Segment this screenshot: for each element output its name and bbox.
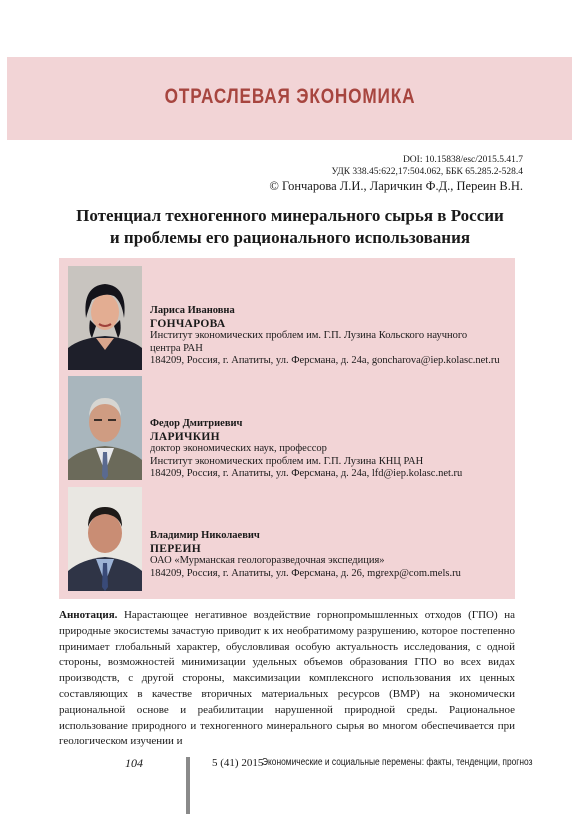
author-photo-goncharova	[68, 266, 142, 370]
author-info-larichkin	[150, 418, 512, 481]
author-affiliation: Институт экономических проблем им. Г.П. Лузина Кольского научного	[150, 330, 468, 341]
author-degree: доктор экономических наук, профессор	[150, 443, 327, 454]
abstract-text: Нарастающее негативное воздействие горнопромышленных отходов (ГПО) на природные экосистемы зачастую приводит к их необратимому разрушению, которое постепенно принимает глобальный характер, обусловливая особую актуальность исследования, с одной стороны, возможностей минимизации удельных объемов образования ГПО во всех видах производств, с другой стороны, максимизации комплексного использования их ценных составляющих в качестве вторичных материальных ресурсов (ВМР) на экономически рациональной основе и реабилитации нарушенной природной среды. Рациональное использование природного и техногенного минерального сырья во многом обеспечивается при геологическом изучении и	[59, 609, 516, 748]
author-affiliation-cont: центра РАН	[150, 342, 203, 354]
author-info-perein	[150, 530, 512, 580]
author-first-name: Федор Дмитриевич	[150, 418, 243, 429]
author-photo-larichkin	[68, 376, 142, 480]
abstract	[59, 608, 515, 750]
journal-name: Экономические и социальные перемены: факты, тенденции, прогноз	[262, 757, 533, 768]
authors-panel	[59, 258, 515, 599]
author-address: 184209, Россия, г. Апатиты, ул. Ферсмана, д. 24а, lfd@iep.kolasc.net.ru	[150, 468, 463, 479]
author-photo-perein	[68, 487, 142, 591]
author-affiliation: Институт экономических проблем им. Г.П. Лузина КНЦ РАН	[150, 455, 424, 467]
author-info-goncharova	[150, 305, 512, 368]
article-title-line1: Потенциал техногенного минерального сырья в России	[76, 206, 504, 225]
footer-divider	[186, 757, 190, 814]
author-address: 184209, Россия, г. Апатиты, ул. Ферсмана, д. 26, mgrexp@com.mels.ru	[150, 567, 461, 579]
author-last-name: ГОНЧАРОВА	[150, 317, 226, 330]
author-last-name: ПЕРЕИН	[150, 542, 202, 555]
author-address: 184209, Россия, г. Апатиты, ул. Ферсмана, д. 24а, goncharova@iep.kolasc.net.ru	[150, 355, 500, 366]
section-title: ОТРАСЛЕВАЯ ЭКОНОМИКА	[164, 85, 416, 108]
issue-number: 5 (41) 2015	[212, 757, 264, 769]
author-affiliation: ОАО «Мурманская геологоразведочная экспедиция»	[150, 555, 385, 566]
author-first-name: Владимир Николаевич	[150, 530, 260, 541]
page-number: 104	[125, 756, 143, 770]
doi: DOI: 10.15838/esc/2015.5.41.7	[402, 155, 523, 165]
udk-bbk: УДК 338.45:622,17:504.062, ББК 65.285.2-528.4	[331, 167, 523, 177]
author-last-name: ЛАРИЧКИН	[150, 430, 220, 443]
article-title-line2: и проблемы его рационального использования	[109, 228, 471, 247]
copyright: © Гончарова Л.И., Ларичкин Ф.Д., Переин В.Н.	[269, 179, 523, 193]
abstract-label: Аннотация.	[59, 609, 118, 621]
author-first-name: Лариса Ивановна	[150, 305, 235, 316]
